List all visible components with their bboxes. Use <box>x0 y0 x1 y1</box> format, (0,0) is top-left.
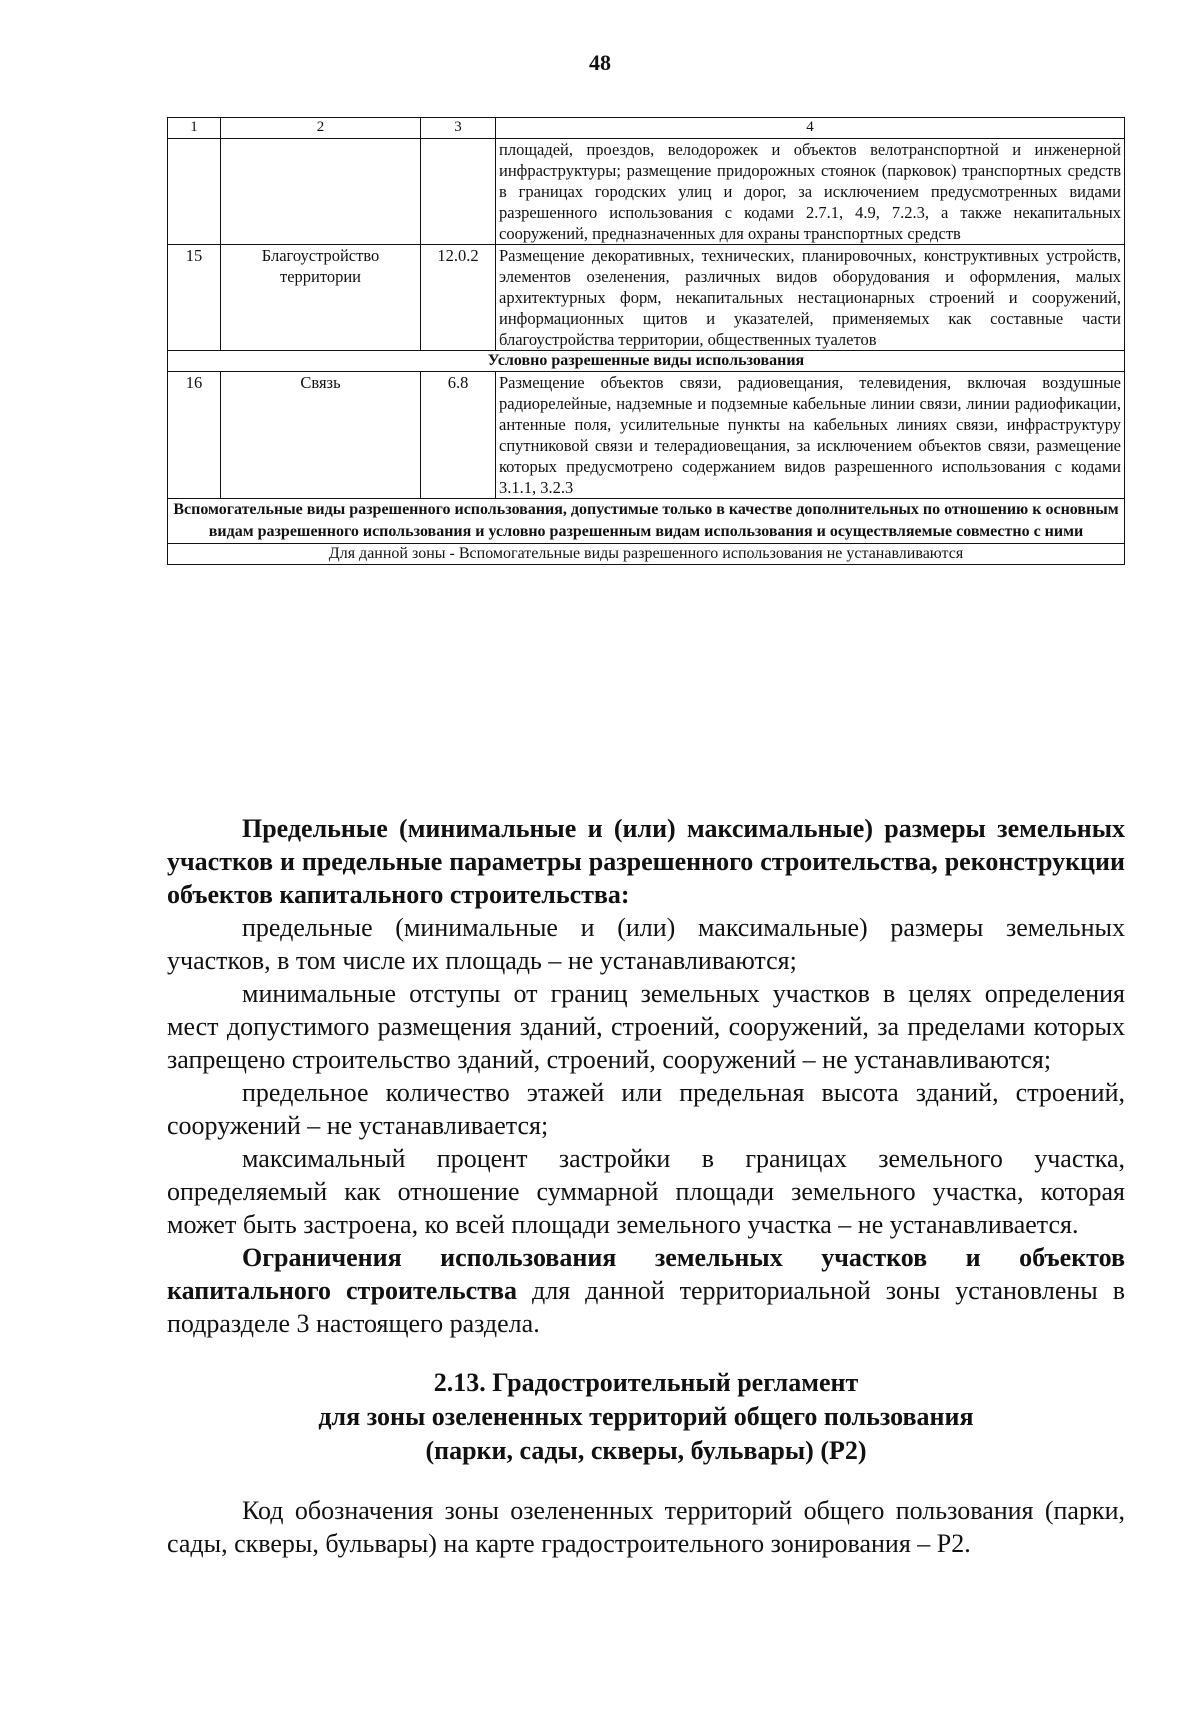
row-number: 16 <box>168 372 221 499</box>
auxiliary-uses-title: Вспомогательные виды разрешенного использования, допустимые только в качестве дополнительных по отношению к основным видам разрешенного использования и условно разрешенным видам использования и осуществляемые совместно с ними <box>168 499 1125 544</box>
section-heading <box>167 1366 1125 1468</box>
zone-code-paragraph: Код обозначения зоны озелененных территорий общего пользования (парки, сады, скверы, бульвары) на карте градостроительного зонирования – Р2. <box>167 1496 1125 1558</box>
table-header-row <box>168 118 1125 139</box>
section-heading-line: для зоны озелененных территорий общего пользования <box>318 1402 974 1431</box>
paragraph: максимальный процент застройки в границах земельного участка, определяемый как отношение суммарной площади земельного участка, которая может быть застроена, ко всей площади земельного участка – не устанавливается. <box>167 1144 1125 1239</box>
table-row <box>168 372 1125 499</box>
header-cell: 3 <box>421 118 496 139</box>
page-number: 48 <box>589 50 611 75</box>
header-cell: 1 <box>168 118 221 139</box>
table-row <box>168 139 1125 245</box>
row-code: 6.8 <box>421 372 496 499</box>
section-row <box>168 544 1125 565</box>
row-description: площадей, проездов, велодорожек и объектов велотранспортной и инженерной инфраструктуры; размещение придорожных стоянок (парковок) транспортных средств в границах городских улиц и дорог, за исключением предусмотренных видами разрешенного использования с кодами 2.7.1, 4.9, 7.2.3, а также некапитальных сооружений, предназначенных для охраны транспортных средств <box>496 139 1125 245</box>
header-cell: 4 <box>496 118 1125 139</box>
conditional-uses-title: Условно разрешенные виды использования <box>168 351 1125 372</box>
header-cell: 2 <box>221 118 421 139</box>
section-row <box>168 499 1125 544</box>
paragraph: предельное количество этажей или предельная высота зданий, строений, сооружений – не устанавливается; <box>167 1078 1125 1140</box>
restrictions-paragraph <box>167 1241 1125 1340</box>
row-name: Связь <box>221 372 421 499</box>
regulation-table <box>167 117 1125 565</box>
table-row <box>168 245 1125 351</box>
row-name: Благоустройство территории <box>221 245 421 351</box>
restrictions-text: для данной территориальной зоны установлены в подразделе 3 настоящего раздела. <box>167 1276 1125 1338</box>
row-number: 15 <box>168 245 221 351</box>
row-description: Размещение декоративных, технических, планировочных, конструктивных устройств, элементов озеленения, различных видов оборудования и оформления, малых архитектурных форм, некапитальных нестационарных строений и сооружений, информационных щитов и указателей, применяемых как составные части благоустройства территории, общественных туалетов <box>496 245 1125 351</box>
paragraph: минимальные отступы от границ земельных участков в целях определения мест допустимого размещения зданий, строений, сооружений, за пределами которых запрещено строительство зданий, строений, сооружений – не устанавливаются; <box>167 979 1125 1074</box>
row-description: Размещение объектов связи, радиовещания, телевидения, включая воздушные радиорелейные, надземные и подземные кабельные линии связи, линии радиофикации, антенные поля, усилительные пункты на кабельных линиях связи, инфраструктуру спутниковой связи и телерадиовещания, за исключением объектов связи, размещение которых предусмотрено содержанием видов разрешенного использования с кодами 3.1.1, 3.2.3 <box>496 372 1125 499</box>
limits-heading: Предельные (минимальные и (или) максимальные) размеры земельных участков и предельные параметры разрешенного строительства, реконструкции объектов капитального строительства: <box>167 814 1125 909</box>
paragraph: предельные (минимальные и (или) максимальные) размеры земельных участков, в том числе их площадь – не устанавливаются; <box>167 913 1125 975</box>
section-heading-line: (парки, сады, скверы, бульвары) (Р2) <box>425 1436 867 1465</box>
section-heading-line: 2.13. Градостроительный регламент <box>433 1368 859 1397</box>
row-code: 12.0.2 <box>421 245 496 351</box>
document-body <box>167 812 1125 1560</box>
restrictions-bold-text: Ограничения использования земельных участков и объектов капитального строительства <box>167 1243 1125 1305</box>
auxiliary-uses-note: Для данной зоны - Вспомогательные виды разрешенного использования не устанавливаются <box>168 544 1125 565</box>
section-row <box>168 351 1125 372</box>
